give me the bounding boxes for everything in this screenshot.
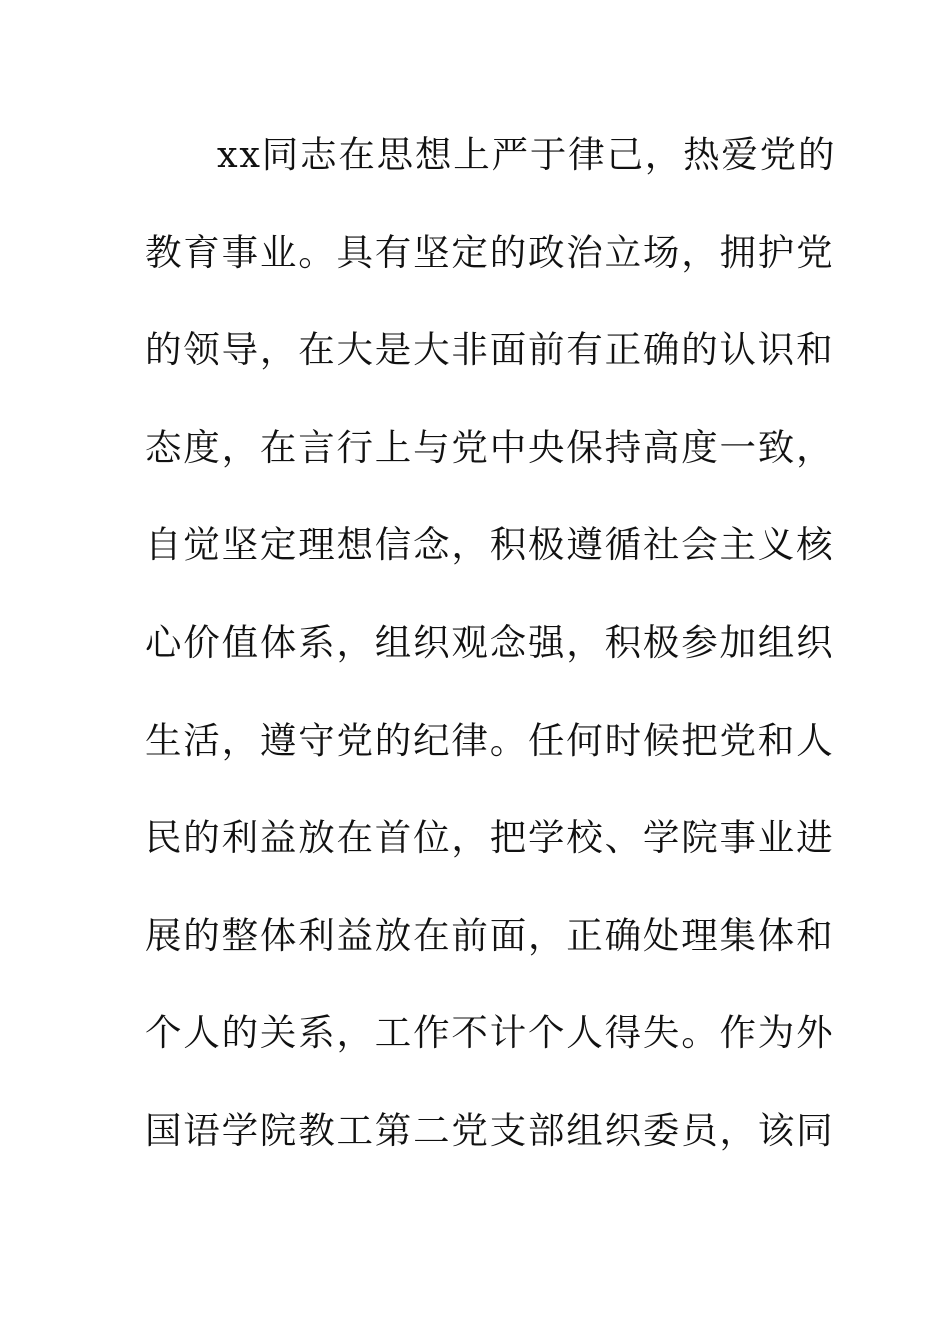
paragraph-line-7: 生活，遵守党的纪律。任何时候把党和人 bbox=[145, 718, 835, 762]
paragraph-line-10: 个人的关系，工作不计个人得失。作为外 bbox=[145, 1011, 835, 1055]
body-paragraph bbox=[145, 125, 837, 1199]
paragraph-line-8: 民的利益放在首位，把学校、学院事业进 bbox=[145, 816, 835, 860]
paragraph-line-1: xx同志在思想上严于律己，热爱党的 bbox=[217, 133, 837, 176]
paragraph-line-9: 展的整体利益放在前面，正确处理集体和 bbox=[145, 913, 835, 957]
paragraph-line-4: 态度，在言行上与党中央保持高度一致， bbox=[145, 425, 835, 469]
paragraph-line-2: 教育事业。具有坚定的政治立场，拥护党 bbox=[145, 230, 835, 274]
paragraph-line-3: 的领导，在大是大非面前有正确的认识和 bbox=[145, 328, 835, 372]
paragraph-line-11: 国语学院教工第二党支部组织委员，该同 bbox=[145, 1108, 835, 1152]
paragraph-line-6: 心价值体系，组织观念强，积极参加组织 bbox=[145, 620, 835, 664]
paragraph-line-5: 自觉坚定理想信念，积极遵循社会主义核 bbox=[145, 523, 835, 567]
